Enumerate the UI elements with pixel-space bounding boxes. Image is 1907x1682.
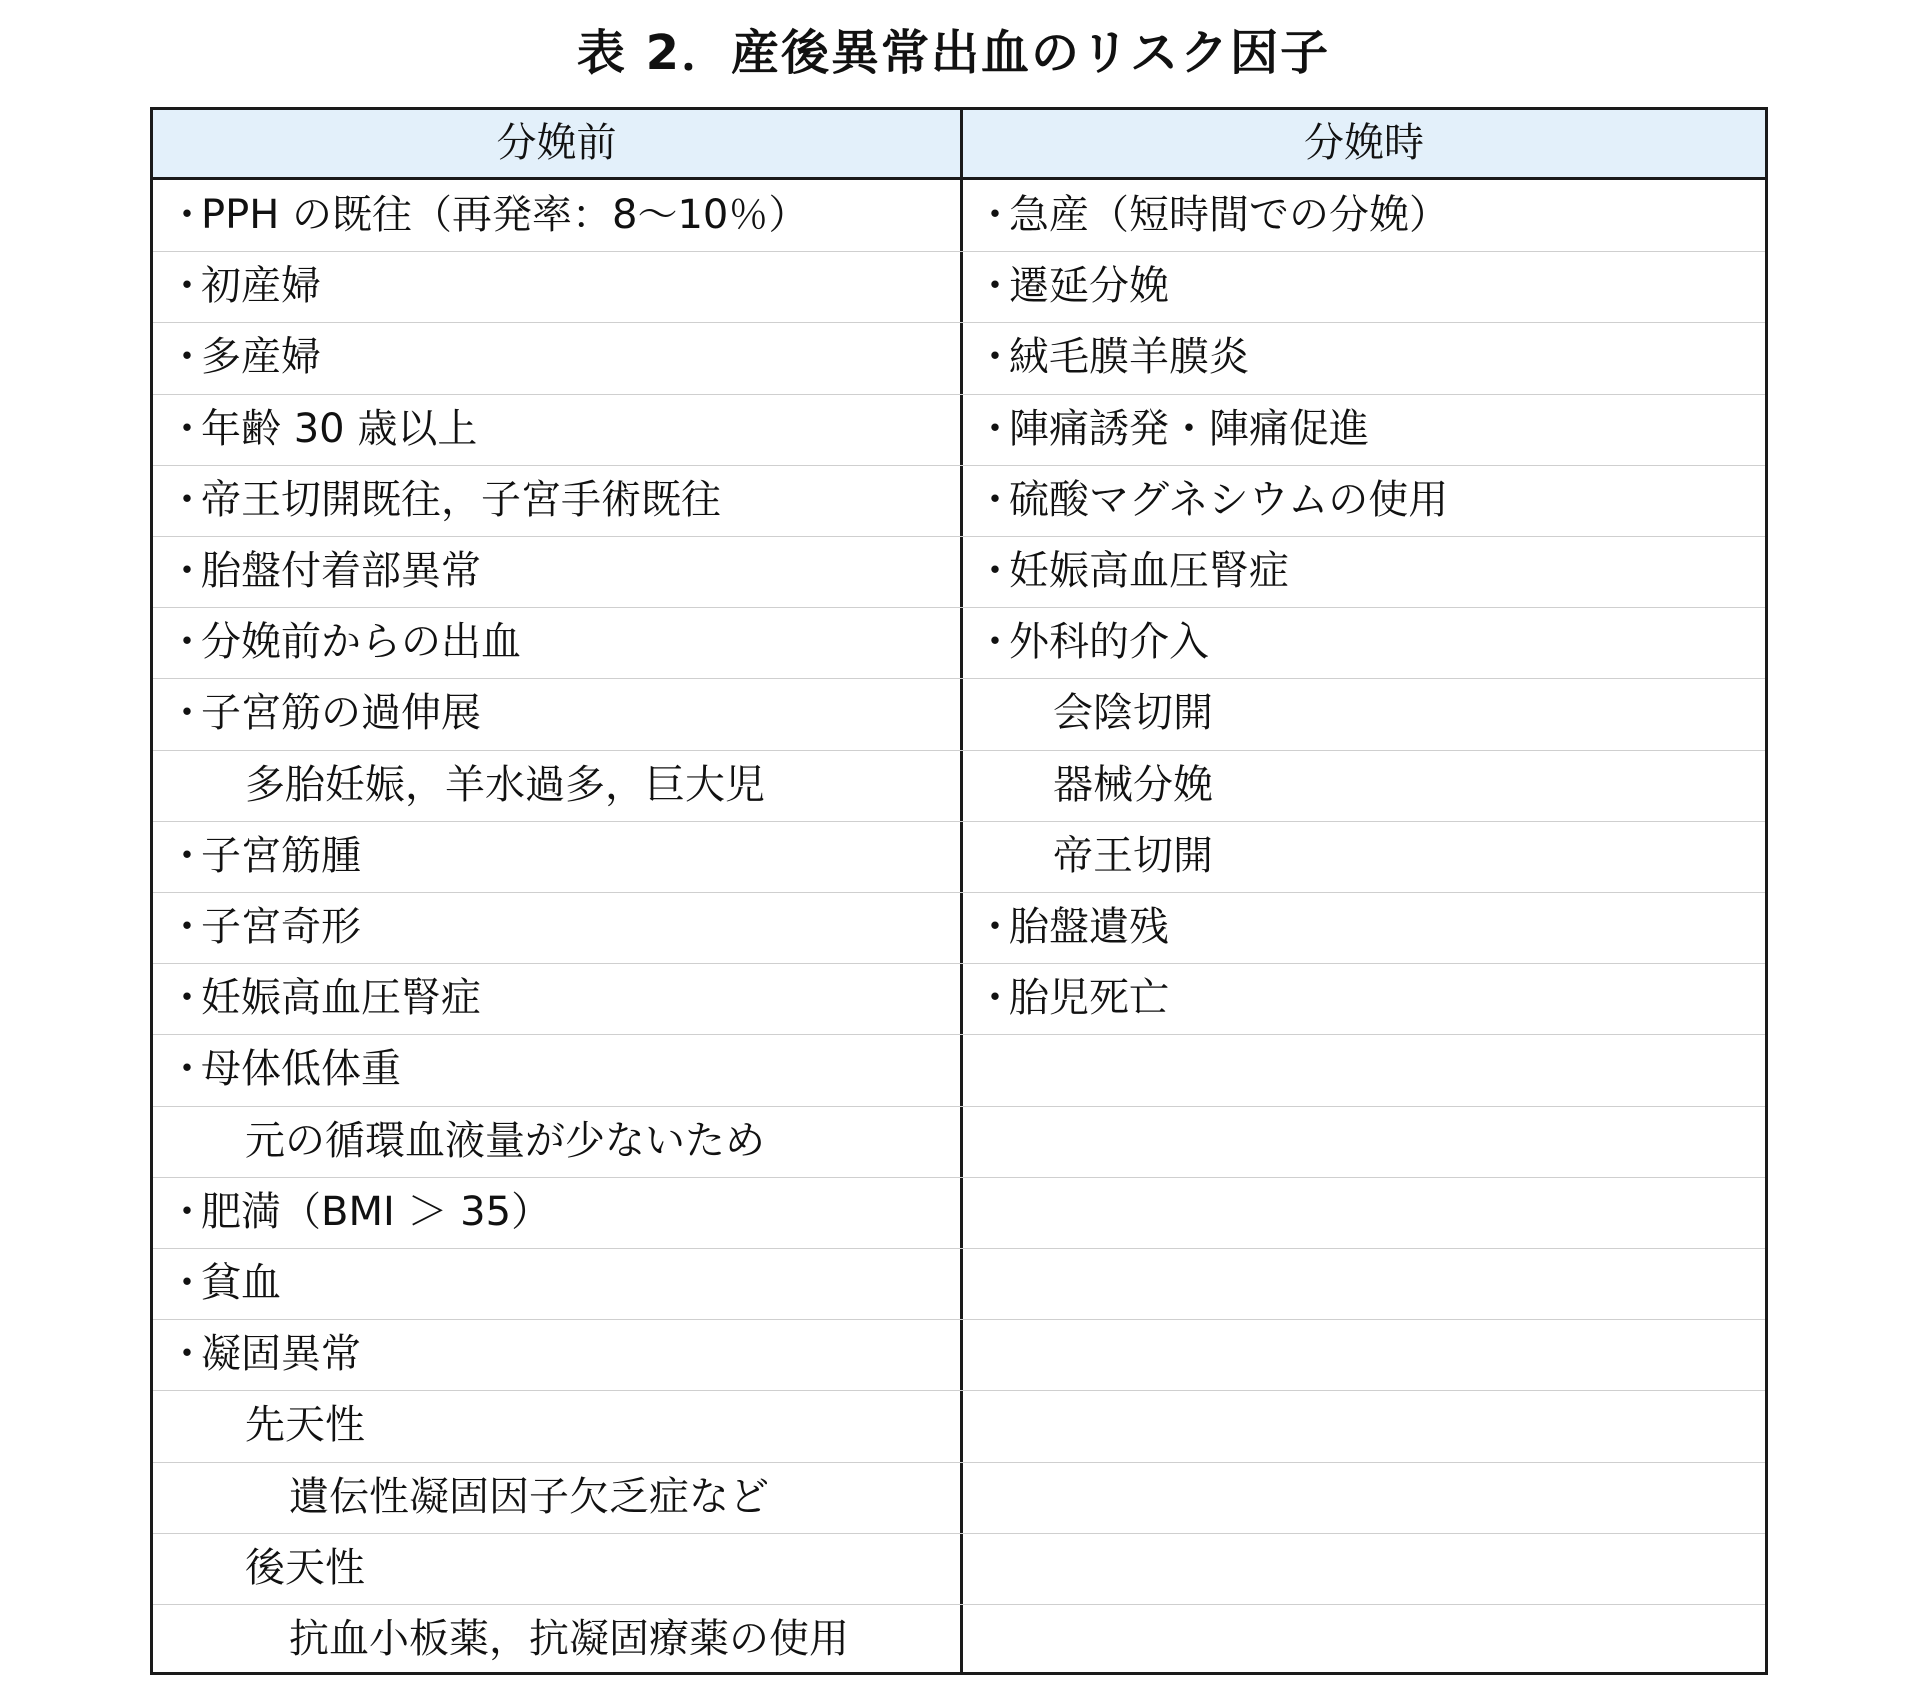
bullet-mark: ・: [167, 192, 207, 238]
risk-factor-text: 胎児死亡: [1009, 975, 1169, 1022]
bullet-mark: ・: [975, 334, 1015, 381]
bullet-mark: ・: [975, 263, 1015, 310]
page-title: 表 2．産後異常出血のリスク因子: [576, 25, 1331, 81]
risk-factor-item-antepartum: [289, 1462, 769, 1533]
risk-factor-item-antepartum: [167, 180, 808, 251]
risk-factor-text: 肥満（BMI ＞ 35）: [201, 1188, 552, 1235]
risk-factor-text: 器械分娩: [1053, 761, 1213, 808]
risk-factor-text: 貧血: [201, 1260, 281, 1306]
risk-factor-text: 子宮筋腫: [201, 832, 361, 879]
risk-factor-text: 胎盤遺残: [1009, 904, 1169, 950]
risk-factor-item-antepartum: [167, 821, 361, 892]
bullet-mark: ・: [167, 263, 207, 310]
risk-factor-table: [150, 107, 1768, 1675]
bullet-mark: ・: [167, 548, 207, 594]
risk-factor-text: 抗血小板薬，抗凝固療薬の使用: [289, 1616, 849, 1662]
column-header-intrapartum: 分娩時: [1304, 120, 1424, 166]
table-header-row: [153, 110, 1765, 180]
risk-factor-item-intrapartum: [1053, 821, 1213, 892]
risk-factor-item-antepartum: [245, 1390, 365, 1461]
bullet-mark: ・: [167, 832, 207, 879]
risk-factor-item-antepartum: [167, 1319, 361, 1390]
row-separator: [153, 251, 1765, 252]
risk-factor-item-antepartum: [167, 963, 481, 1034]
risk-factor-text: 遺伝性凝固因子欠乏症など: [289, 1473, 769, 1520]
risk-factor-item-antepartum: [167, 536, 481, 607]
risk-factor-text: 多胎妊娠，羊水過多，巨大児: [245, 761, 765, 808]
bullet-mark: ・: [167, 975, 207, 1022]
bullet-mark: ・: [975, 548, 1015, 594]
row-separator: [153, 1390, 1765, 1391]
risk-factor-item-intrapartum: [975, 322, 1249, 393]
risk-factor-item-intrapartum: [975, 963, 1169, 1034]
risk-factor-text: 年齢 30 歳以上: [201, 405, 478, 452]
bullet-mark: ・: [975, 476, 1015, 523]
risk-factor-text: 絨毛膜羊膜炎: [1009, 334, 1249, 381]
risk-factor-item-antepartum: [167, 251, 321, 322]
bullet-mark: ・: [167, 690, 207, 737]
risk-factor-item-intrapartum: [975, 607, 1209, 678]
risk-factor-item-intrapartum: [1053, 678, 1213, 749]
risk-factor-text: 妊娠高血圧腎症: [201, 975, 481, 1022]
risk-factor-text: PPH の既往（再発率：8〜10％）: [201, 192, 809, 238]
risk-factor-item-antepartum: [167, 607, 521, 678]
risk-factor-item-antepartum: [289, 1604, 849, 1675]
bullet-mark: ・: [975, 904, 1015, 950]
risk-factor-item-intrapartum: [1053, 750, 1213, 821]
risk-factor-item-antepartum: [245, 1533, 365, 1604]
risk-factor-text: 妊娠高血圧腎症: [1009, 548, 1289, 594]
risk-factor-item-intrapartum: [975, 251, 1169, 322]
risk-factor-text: 母体低体重: [201, 1046, 401, 1093]
risk-factor-text: 元の循環血液量が少ないため: [245, 1117, 765, 1164]
risk-factor-text: 外科的介入: [1009, 619, 1209, 666]
row-separator: [153, 1533, 1765, 1534]
risk-factor-text: 子宮筋の過伸展: [201, 690, 481, 737]
risk-factor-text: 先天性: [245, 1402, 365, 1449]
bullet-mark: ・: [975, 619, 1015, 666]
bullet-mark: ・: [167, 619, 207, 666]
risk-factor-text: 遷延分娩: [1009, 263, 1169, 310]
risk-factor-text: 硫酸マグネシウムの使用: [1009, 476, 1449, 523]
row-separator: [153, 892, 1765, 893]
bullet-mark: ・: [167, 1046, 207, 1093]
bullet-mark: ・: [167, 1188, 207, 1235]
row-separator: [153, 1319, 1765, 1320]
risk-factor-text: 多産婦: [201, 334, 321, 381]
column-header-antepartum: 分娩前: [496, 120, 617, 166]
risk-factor-item-antepartum: [167, 465, 721, 536]
bullet-mark: ・: [975, 975, 1015, 1022]
bullet-mark: ・: [975, 192, 1015, 238]
bullet-mark: ・: [167, 1260, 207, 1306]
risk-factor-text: 後天性: [245, 1544, 365, 1591]
risk-factor-item-antepartum: [245, 1106, 765, 1177]
risk-factor-item-antepartum: [167, 678, 481, 749]
risk-factor-item-antepartum: [167, 1177, 551, 1248]
risk-factor-item-antepartum: [167, 394, 477, 465]
row-separator: [153, 821, 1765, 822]
risk-factor-item-intrapartum: [975, 465, 1448, 536]
bullet-mark: ・: [167, 405, 207, 452]
bullet-mark: ・: [167, 1331, 207, 1378]
bullet-mark: ・: [975, 405, 1015, 452]
risk-factor-text: 帝王切開: [1053, 832, 1213, 879]
risk-factor-item-intrapartum: [975, 892, 1169, 963]
risk-factor-item-antepartum: [167, 892, 361, 963]
risk-factor-text: 帝王切開既往，子宮手術既往: [201, 476, 721, 523]
risk-factor-item-intrapartum: [975, 394, 1369, 465]
row-separator: [153, 1248, 1765, 1249]
risk-factor-text: 初産婦: [201, 263, 321, 310]
risk-factor-text: 会陰切開: [1053, 690, 1213, 737]
risk-factor-text: 分娩前からの出血: [201, 619, 521, 666]
risk-factor-text: 急産（短時間での分娩）: [1009, 192, 1449, 238]
bullet-mark: ・: [167, 476, 207, 523]
bullet-mark: ・: [167, 334, 207, 381]
risk-factor-item-antepartum: [245, 750, 765, 821]
risk-factor-item-intrapartum: [975, 536, 1289, 607]
risk-factor-item-antepartum: [167, 322, 321, 393]
risk-factor-text: 凝固異常: [201, 1331, 361, 1378]
risk-factor-item-antepartum: [167, 1034, 401, 1105]
bullet-mark: ・: [167, 904, 207, 950]
risk-factor-text: 陣痛誘発・陣痛促進: [1009, 405, 1369, 452]
column-divider: [960, 110, 963, 1672]
risk-factor-item-intrapartum: [975, 180, 1449, 251]
risk-factor-text: 胎盤付着部異常: [201, 548, 481, 594]
row-separator: [153, 322, 1765, 323]
risk-factor-text: 子宮奇形: [201, 904, 361, 950]
risk-factor-item-antepartum: [167, 1248, 281, 1319]
